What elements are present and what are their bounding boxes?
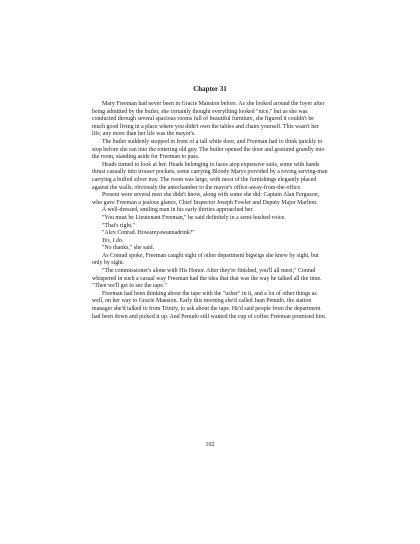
- paragraph: The butler suddenly stopped in front of a tall white door, and Freeman had to think quickly to stop before she ran into the tottering old guy. The butler opened the door and gestured grandly into the room, standing aside for Freeman to pass.: [92, 138, 325, 161]
- paragraph: Heads turned to look at her. Heads belonging to faces atop expensive suits, some with hands thrust casually into trouser pockets, some carrying Bloody Marys provided by a roving serving-man carrying a buffed silver tray. The room was large, with most of the furnishings elegantly placed against the walls; obviously the antechamber to the mayor's office-away-from-the-office.: [92, 161, 328, 191]
- chapter-title: Chapter 31: [193, 85, 227, 93]
- paragraph: Present were several men she didn't know, along with some she did: Captain Alan Ferguson, who gave Freeman a jealous glance, Chief Inspector Joseph Fowler and Deputy Major Marlton.: [92, 192, 320, 206]
- paragraph: "No thanks," she said.: [102, 245, 155, 252]
- paragraph: As Conrad spoke, Freeman caught sight of other department bigwigs she knew by sight, but only by sight.: [92, 252, 319, 267]
- paragraph: "The commissioner's alone with His Honor. After they're finished, you'll all meet," Conrad whispered in such a casual way Freeman had the idea that that was the way he talked all the time. "Then we'll get to see the tape.": [92, 268, 322, 290]
- paragraph-italic-thought: Yes, I do.: [102, 237, 124, 244]
- paragraph: Mary Freeman had never been in Gracie Mansion before. As she looked around the foyer after being admitted by the butler, she certainly thought everything looked "nice," but as she was conducted through several spacious rooms full of beautiful furniture, she figured it couldn't be much good living in a place where you didn't own the tables and chairs yourself. This wasn't her life, any more than her life was the mayor's.: [92, 101, 325, 138]
- paragraph: "You must be Lieutenant Freeman," he said definitely in a semi-hushed voice.: [102, 214, 286, 221]
- body-text: [92, 101, 328, 321]
- paragraph: A well-dressed, smiling man in his early thirties approached her.: [102, 207, 254, 214]
- page-number: 102: [205, 442, 215, 448]
- paragraph: "That's right.": [102, 222, 136, 229]
- paragraph: Freeman had been thinking about the tape with the "usher" in it, and a lot of other things as well, on her way to Gracie Mansion. Early this morning she'd called Juan Penudo, the station manager she'd talked to from Trinity, to ask about the tape. He'd said people from the department had been down and picked it up. And Penudo still wanted the cup of coffee Freeman promised him.: [92, 290, 327, 320]
- paragraph: "Alex Conrad. Howareyawannadrink?": [102, 230, 195, 237]
